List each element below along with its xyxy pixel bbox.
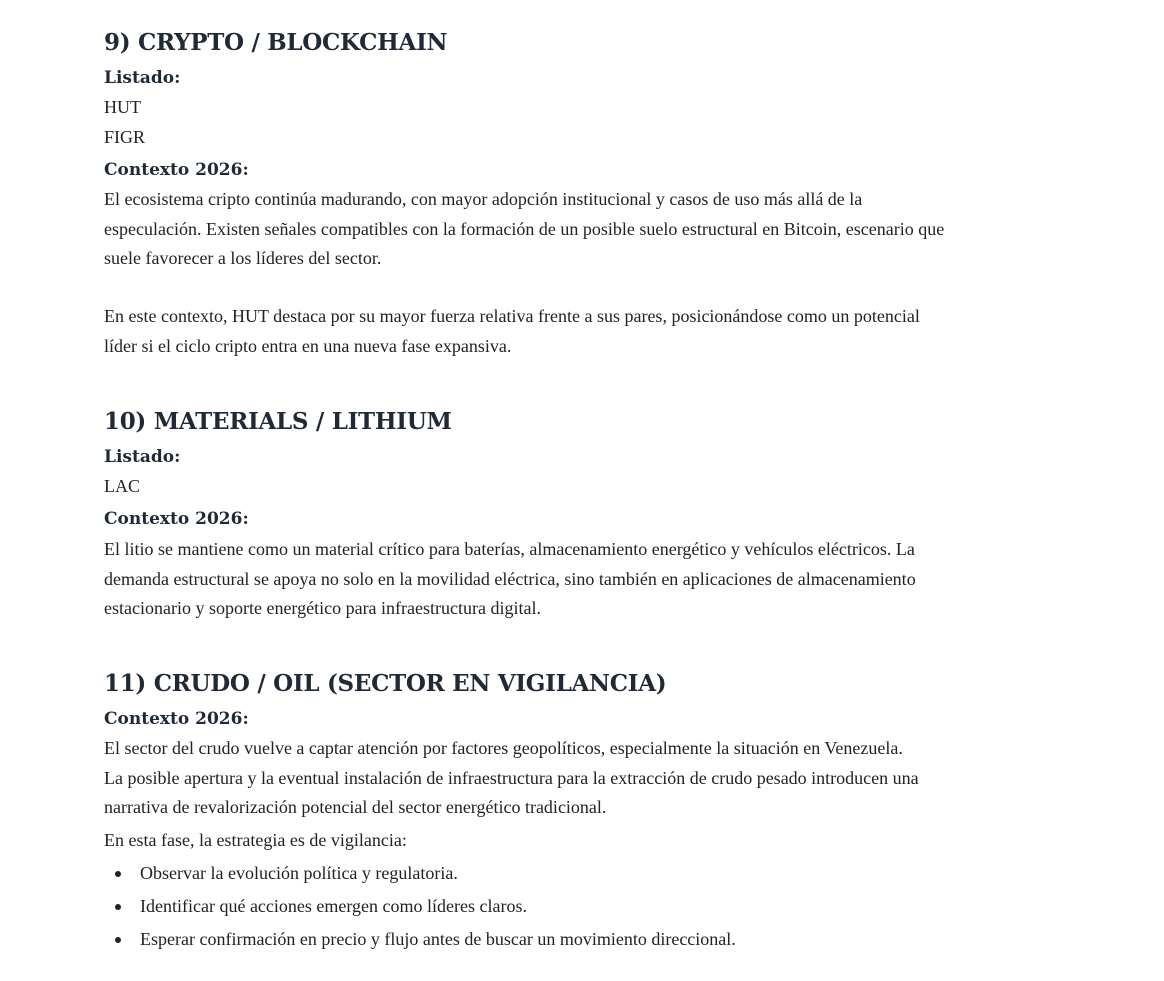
context-label: Contexto 2026: xyxy=(104,160,249,180)
paragraph: El litio se mantiene como un material crítico para baterías, almacenamiento energético y vehículos eléctricos. La demanda estructural se apoya no solo en la movilidad eléctrica, sino también en aplicaciones de almacenamiento estacionario y soporte energético para infraestructura digital. xyxy=(104,539,916,618)
ticker-lac: LAC xyxy=(104,476,140,496)
context-label: Contexto 2026: xyxy=(104,709,249,729)
paragraph: En esta fase, la estrategia es de vigilancia: xyxy=(104,830,407,850)
ticker-hut: HUT xyxy=(104,97,141,117)
list-item: Esperar confirmación en precio y flujo antes de buscar un movimiento direccional. xyxy=(140,923,960,956)
paragraph: El ecosistema cripto continúa madurando, con mayor adopción institucional y casos de uso más allá de la especulación. Existen señales compatibles con la formación de un posible suelo estructural en Bitcoin, escenario que suele favorecer a los líderes del sector. xyxy=(104,189,945,268)
ticker-figr: FIGR xyxy=(104,127,146,147)
list-item: Identificar qué acciones emergen como líderes claros. xyxy=(140,890,960,923)
paragraph: El sector del crudo vuelve a captar atención por factores geopolíticos, especialmente la situación en Venezuela. La posible apertura y la eventual instalación de infraestructura para la extracción de crudo pesado introducen una narrativa de revalorización potencial del sector energético tradicional. xyxy=(104,738,919,817)
context-label: Contexto 2026: xyxy=(104,509,249,529)
listado-label: Listado: xyxy=(104,68,181,88)
list-item: Observar la evolución política y regulatoria. xyxy=(140,857,960,890)
section-title-crudo: 11) CRUDO / OIL (SECTOR EN VIGILANCIA) xyxy=(104,670,667,697)
listado-label: Listado: xyxy=(104,447,181,467)
section-title-materials: 10) MATERIALS / LITHIUM xyxy=(104,408,452,435)
section-title-crypto: 9) CRYPTO / BLOCKCHAIN xyxy=(104,29,448,56)
paragraph: En este contexto, HUT destaca por su mayor fuerza relativa frente a sus pares, posicionándose como un potencial líder si el ciclo cripto entra en una nueva fase expansiva. xyxy=(104,306,920,356)
bullet-list xyxy=(104,857,960,956)
